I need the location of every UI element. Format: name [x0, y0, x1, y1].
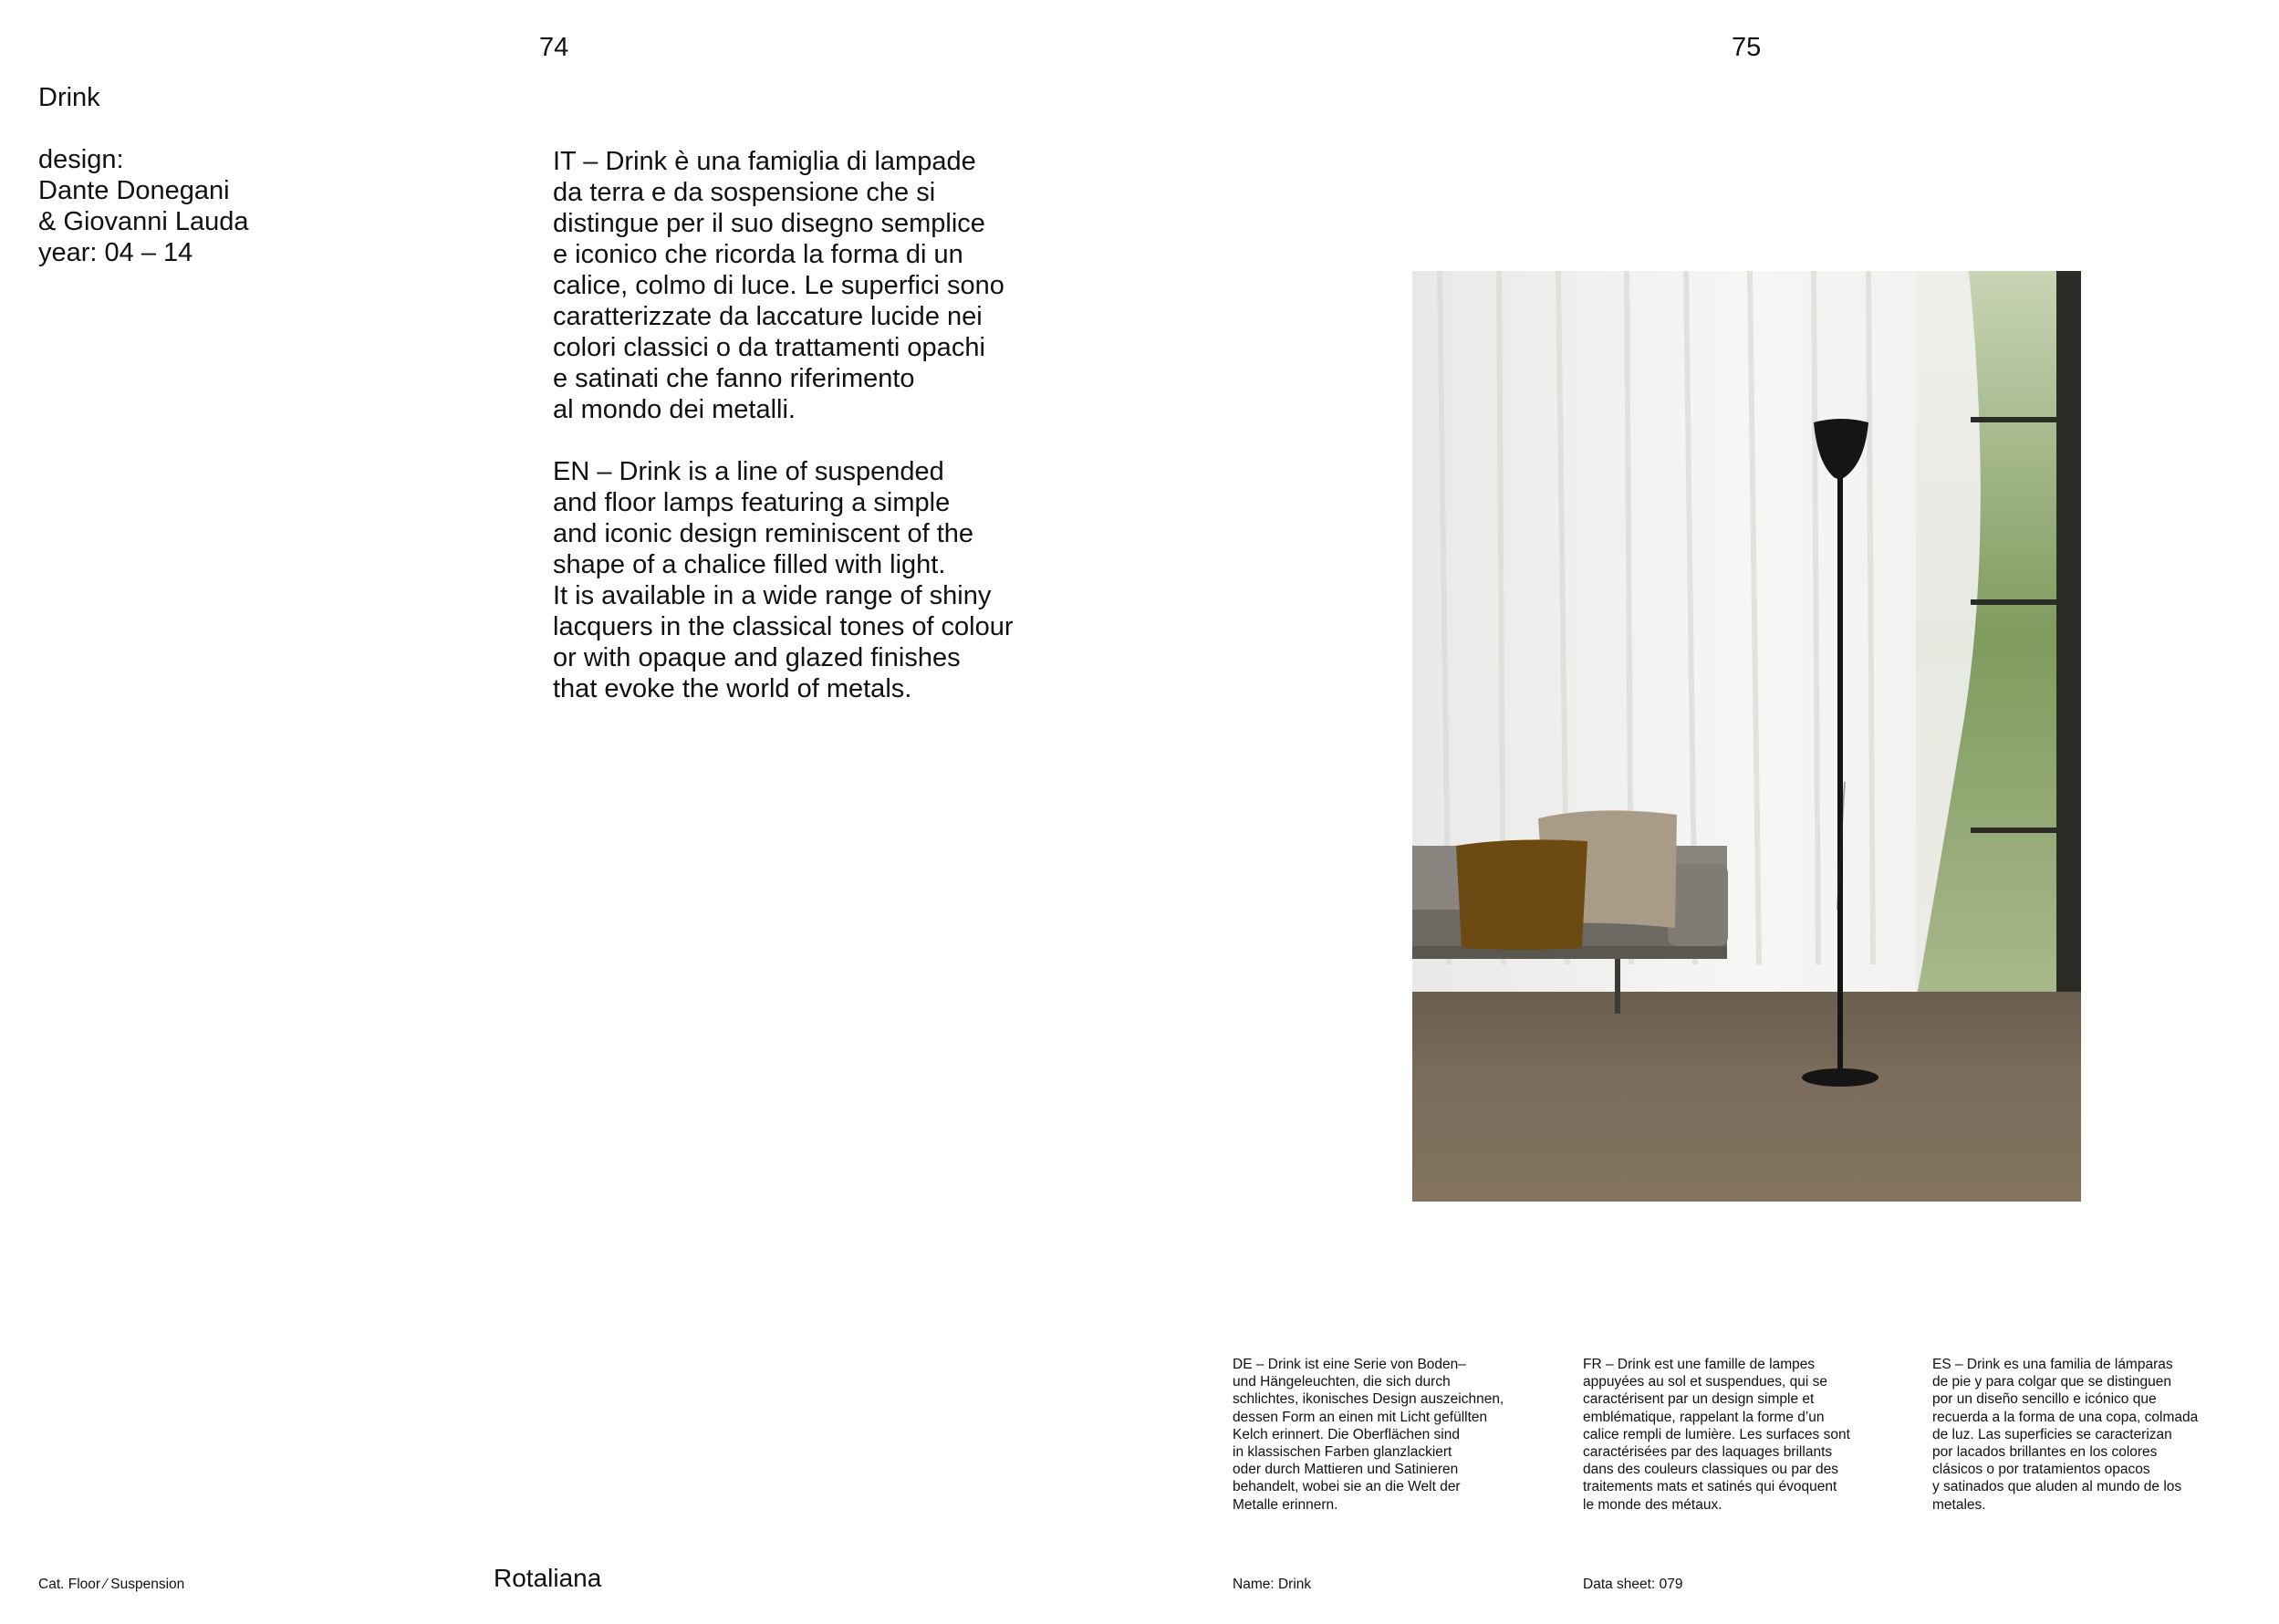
footer-data-sheet: Data sheet: 079 — [1583, 1577, 1683, 1592]
designer-line-1: Dante Donegani — [38, 176, 230, 205]
text-line: that evoke the world of metals. — [553, 674, 912, 703]
text-line: FR – Drink est une famille de lampes — [1583, 1357, 1816, 1372]
text-line: caractérisées par des laquages brillants — [1583, 1444, 1833, 1461]
text-line: ES – Drink es una familia de lámparas — [1932, 1357, 2173, 1372]
description-fr — [1583, 1356, 1920, 1514]
text-line: al mondo dei metalli. — [553, 395, 796, 424]
text-line: DE – Drink ist eine Serie von Boden– — [1233, 1357, 1466, 1372]
text-line: lacquers in the classical tones of colour — [553, 612, 1014, 641]
text-line: colori classici o da trattamenti opachi — [553, 333, 985, 362]
text-line: behandelt, wobei sie an die Welt der — [1233, 1479, 1461, 1495]
footer-category: Cat. Floor ⁄ Suspension — [38, 1577, 185, 1592]
text-line: y satinados que aluden al mundo de los — [1932, 1479, 2182, 1495]
text-line: caractérisent par un design simple et — [1583, 1391, 1815, 1408]
text-line: and iconic design reminiscent of the — [553, 519, 974, 548]
text-line: It is available in a wide range of shiny — [553, 581, 992, 610]
text-line: Kelch erinnert. Die Oberflächen sind — [1233, 1426, 1460, 1442]
text-line: de luz. Las superficies se caracterizan — [1932, 1426, 2172, 1442]
text-line: traitements mats et satinés qui évoquent — [1583, 1479, 1837, 1495]
text-line: und Hängeleuchten, die sich durch — [1233, 1374, 1451, 1390]
product-info — [38, 82, 249, 268]
text-line: shape of a chalice filled with light. — [553, 550, 946, 579]
text-line: oder durch Mattieren und Satinieren — [1233, 1462, 1459, 1478]
product-year: year: 04 – 14 — [38, 238, 193, 267]
text-line: por lacados brillantes en los colores — [1932, 1444, 2158, 1461]
text-line: schlichtes, ikonisches Design auszeichnen, — [1233, 1391, 1504, 1408]
text-line: in klassischen Farben glanzlackiert — [1233, 1444, 1452, 1461]
text-line: distingue per il suo disegno semplice — [553, 209, 985, 238]
text-line: e satinati che fanno riferimento — [553, 364, 915, 393]
main-description — [553, 146, 1119, 704]
product-photo — [1412, 271, 2081, 1202]
text-line: dans des couleurs classiques ou par des — [1583, 1462, 1839, 1478]
page-number-left: 74 — [539, 33, 569, 62]
drink-floor-lamp-scene — [1412, 271, 2081, 1202]
product-title: Drink — [38, 83, 100, 112]
description-it — [553, 146, 1119, 425]
text-line: le monde des métaux. — [1583, 1496, 1722, 1513]
text-line: EN – Drink is a line of suspended — [553, 457, 944, 486]
description-de — [1233, 1356, 1570, 1514]
text-line: de pie y para colgar que se distinguen — [1932, 1374, 2171, 1390]
text-line: appuyées au sol et suspendues, qui se — [1583, 1374, 1827, 1390]
page-number-right: 75 — [1732, 33, 1762, 62]
text-line: calice, colmo di luce. Le superfici sono — [553, 271, 1004, 300]
designer-line-2: & Giovanni Lauda — [38, 207, 249, 236]
text-line: caratterizzate da laccature lucide nei — [553, 302, 983, 331]
text-line: dessen Form an einen mit Licht gefüllten — [1233, 1409, 1488, 1425]
text-line: metales. — [1932, 1496, 1986, 1513]
design-label: design: — [38, 145, 124, 174]
text-line: por un diseño sencillo e icónico que — [1932, 1391, 2157, 1408]
text-line: or with opaque and glazed finishes — [553, 643, 961, 672]
text-line: and floor lamps featuring a simple — [553, 488, 951, 517]
text-line: calice rempli de lumière. Les surfaces sont — [1583, 1426, 1850, 1442]
text-line: emblématique, rappelant la forme d’un — [1583, 1409, 1825, 1425]
text-line: clásicos o por tratamientos opacos — [1932, 1462, 2150, 1478]
description-es — [1932, 1356, 2270, 1514]
brand-name: Rotaliana — [494, 1564, 602, 1592]
text-line: IT – Drink è una famiglia di lampade — [553, 147, 976, 176]
text-line: e iconico che ricorda la forma di un — [553, 240, 963, 269]
text-line: recuerda a la forma de una copa, colmada — [1932, 1409, 2199, 1425]
description-en — [553, 456, 1119, 704]
text-line: da terra e da sospensione che si — [553, 178, 936, 207]
footer-product-name: Name: Drink — [1233, 1577, 1312, 1592]
text-line: Metalle erinnern. — [1233, 1496, 1338, 1513]
